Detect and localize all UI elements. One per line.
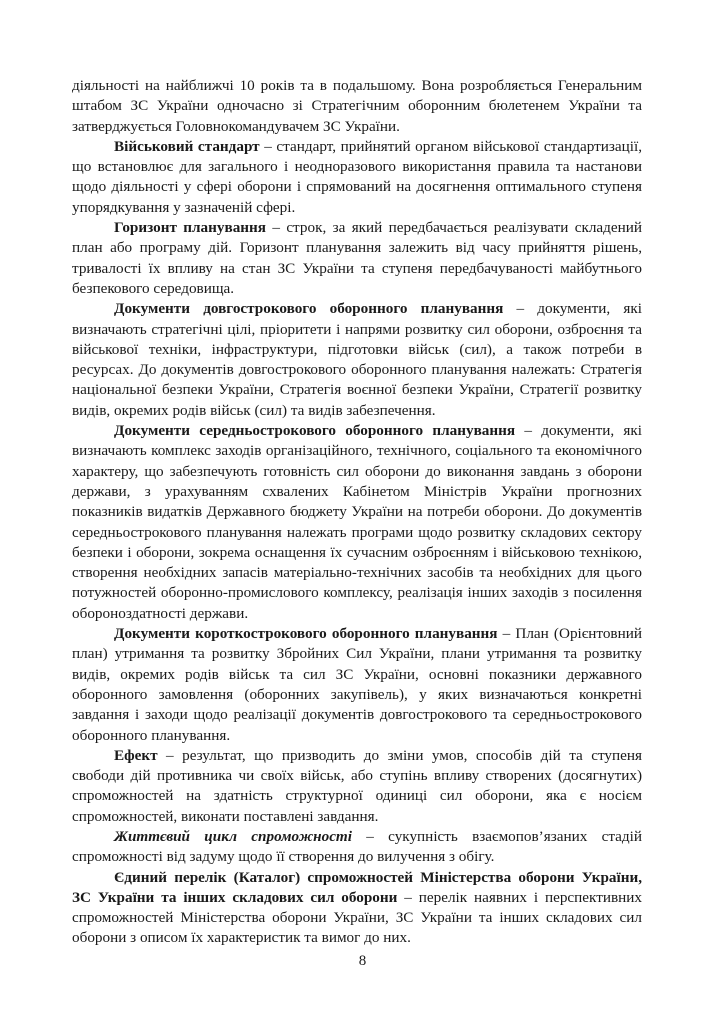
term: Військовий стандарт — [114, 137, 260, 155]
definition-text: – документи, які визначають стратегічні цілі, пріоритети і напрями розвитку сил оборони, озброєння та військової техніки, інфраструктури, підготовки військ (сил), а також потреби в ресурсах. До документів довгострокового оборонного планування належать: Стратегія національної безпеки України, Стратегія воєнної безпеки України, Стратегії розвитку видів, окремих родів військ (сил) та видів забезпечення. — [72, 300, 642, 419]
term: Єдиний перелік (Каталог) спроможностей Міністерства оборони України, ЗС України та інших складових сил оборони — [72, 868, 642, 906]
definition-text: – результат, що призводить до зміни умов, способів дій та ступеня свободи дій противника чи своїх військ, або ступінь впливу створених (досягнутих) спроможностей на здатність структурної одиниці сил оборони, яка є носієм спроможностей, виконати поставлені завдання. — [72, 746, 642, 825]
definition-text: – стандарт, прийнятий органом військової стандартизації, що встановлює для загального і неодноразового використання правила та настанови щодо діяльності у сфері оборони і спрямований на досягнення оптимального ступеня упорядкування у зазначеній сфері. — [72, 137, 642, 216]
definition-effect — [72, 746, 642, 827]
definition-text: – План (Орієнтовний план) утримання та розвитку Збройних Сил України, плани утримання та розвитку видів, окремих родів військ та сил ЗС України, основні показники державного оборонного замовлення (оборонних закупівель), у яких визначаються конкретні завдання і заходи щодо реалізації документів довгострокового та середньострокового оборонного планування. — [72, 625, 642, 744]
term: Життєвий цикл спроможності — [114, 827, 352, 845]
definition-long-term-documents — [72, 299, 642, 421]
definition-capability-catalog — [72, 868, 642, 949]
definition-short-term-documents — [72, 624, 642, 746]
definition-capability-lifecycle — [72, 827, 642, 868]
paragraph-continuation — [72, 76, 642, 137]
definition-text: – сукупність взаємопов’язаних стадій спроможності від задуму щодо її створення до вилучення з обігу. — [72, 827, 642, 866]
definition-text: – перелік наявних і перспективних спроможностей Міністерства оборони України, ЗС України та інших складових сил оборони з описом їх характеристик та вимог до них. — [72, 888, 642, 947]
definition-planning-horizon — [72, 218, 642, 299]
definition-military-standard — [72, 137, 642, 218]
term: Горизонт планування — [114, 219, 267, 237]
term: Документи середньострокового оборонного планування — [114, 422, 516, 440]
term: Документи короткострокового оборонного планування — [114, 625, 498, 643]
definition-text: – документи, які визначають комплекс заходів організаційного, технічного, соціального та економічного характеру, що забезпечують готовність сил оборони до виконання завдань з оборони держави, з урахуванням схвалених Кабінетом Міністрів України прогнозних показників видатків Державного бюджету України на потреби оборони. До документів середньострокового планування належать програми щодо розвитку складових сектору безпеки і оборони, зокрема оснащення їх сучасним озброєнням і військовою технікою, створення необхідних запасів матеріально-технічних засобів та необхідних для цього потужностей оборонно-промислового комплексу, реалізація інших заходів з посилення обороноздатності держави. — [72, 422, 642, 622]
term: Ефект — [114, 746, 158, 764]
paragraph-text: діяльності на найближчі 10 років та в подальшому. Вона розробляється Генеральним штабом ЗС України одночасно зі Стратегічним оборонним бюлетенем України та затверджується Головнокомандувачем ЗС України. — [72, 77, 642, 135]
definition-text: – строк, за який передбачається реалізувати складений план або програму дій. Горизонт планування залежить від часу прийняття рішень, тривалості їх впливу на стан ЗС України та ступеня передбачуваності майбутнього безпекового середовища. — [72, 219, 642, 297]
document-page — [72, 76, 642, 949]
definition-mid-term-documents — [72, 421, 642, 624]
term: Документи довгострокового оборонного планування — [114, 300, 504, 318]
page-number: 8 — [358, 953, 367, 969]
